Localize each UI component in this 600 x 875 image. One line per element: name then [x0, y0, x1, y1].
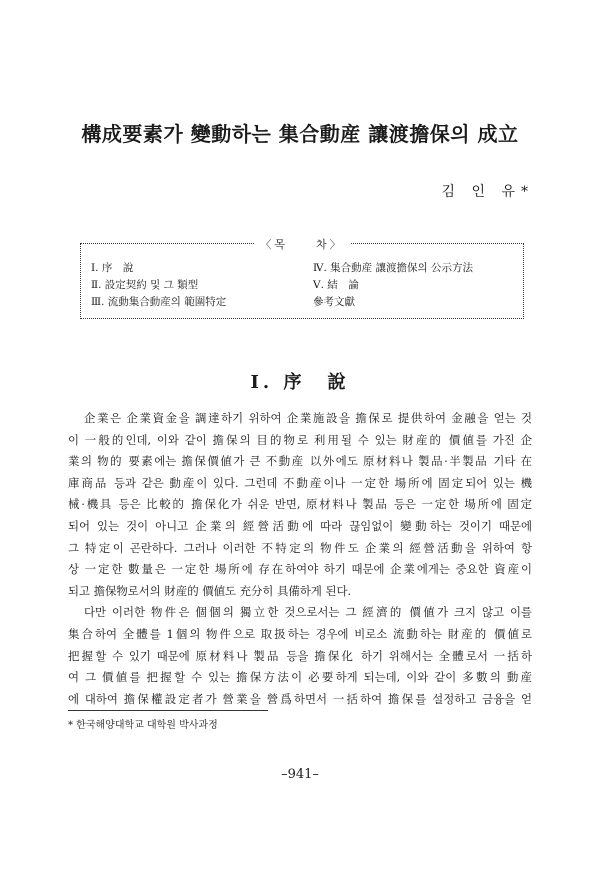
- body-line: 集合하여 全體를 1個의 物件으로 取扱하는 경우에 비로소 流動하는 財産的 價値로: [68, 626, 532, 641]
- toc-item: Ⅰ. 序 說: [91, 262, 134, 274]
- body-line: 그 特定이 곤란하다. 그러나 이러한 不特定의 物件도 企業의 經營活動을 위하여 항: [68, 540, 532, 555]
- body-line: 把握할 수 있기 때문에 原材料나 製品 등을 擔保化 하기 위해서는 全體로서 一括하: [68, 648, 532, 663]
- body-line: 庫商品 등과 같은 動産이 있다. 그런데 不動産이나 一定한 場所에 固定되어 있는 機: [68, 475, 532, 490]
- body-line: 여 그 價値를 把握할 수 있는 擔保方法이 必要하게 되는데, 이와 같이 多數의 動産: [68, 670, 532, 685]
- footnote: * 한국해양대학교 대학원 박사과정: [68, 720, 218, 731]
- body-line: 企業은 企業資金을 調達하기 위하여 企業施設을 擔保로 提供하여 金融을 얻는 것: [84, 411, 532, 425]
- toc-heading: 〈목 차〉: [254, 238, 349, 251]
- body-line: 械·機具 등은 比較的 擔保化가 쉬운 반면, 原材料나 製品 등은 一定한 場所에 固定: [68, 497, 532, 512]
- toc-item: Ⅱ. 設定契約 및 그 類型: [91, 279, 199, 291]
- body-line: 業의 物的 要素에는 擔保價値가 큰 不動産 以外에도 原材料나 製品·半製品 기타 在: [68, 454, 532, 469]
- body-line: 되어 있는 것이 아니고 企業의 經營活動에 따라 끊임없이 變動하는 것이기 때문에: [68, 518, 532, 533]
- page-number: –941–: [281, 767, 319, 782]
- table-of-contents: [80, 238, 524, 319]
- body-text: [68, 408, 532, 710]
- toc-item: Ⅳ. 集合動産 讓渡擔保의 公示方法: [313, 262, 473, 274]
- toc-item: Ⅲ. 流動集合動産의 範圍特定: [91, 296, 227, 308]
- toc-item: 參考文獻: [313, 296, 355, 308]
- body-line: 상 一定한 數量은 一定한 場所에 存在하여야 하기 때문에 企業에게는 중요한 資産이: [68, 562, 532, 577]
- body-line: 되고 擔保物로서의 財産的 價値도 充分히 具備하게 된다.: [68, 583, 352, 598]
- footnote-divider: [68, 710, 268, 711]
- toc-left-column: [91, 260, 226, 311]
- body-line: 에 대하여 擔保權設定者가 營業을 營爲하면서 一括하여 擔保를 설정하고 금융을 얻: [68, 691, 532, 706]
- body-line: 이 一般的인데, 이와 같이 擔保의 目的物로 利用될 수 있는 財産的 價値를 가진 企: [68, 432, 532, 447]
- author-name: 김 인 유*: [441, 184, 534, 200]
- toc-right-column: [313, 260, 473, 311]
- body-line: 다만 이러한 物件은 個個의 獨立한 것으로서는 그 經濟的 價値가 크지 않고 이를: [84, 605, 532, 620]
- section-heading: Ⅰ. 序 說: [250, 372, 350, 393]
- article-title: 構成要素가 變動하는 集合動産 讓渡擔保의 成立: [81, 122, 519, 146]
- toc-item: Ⅴ. 結 論: [313, 279, 359, 291]
